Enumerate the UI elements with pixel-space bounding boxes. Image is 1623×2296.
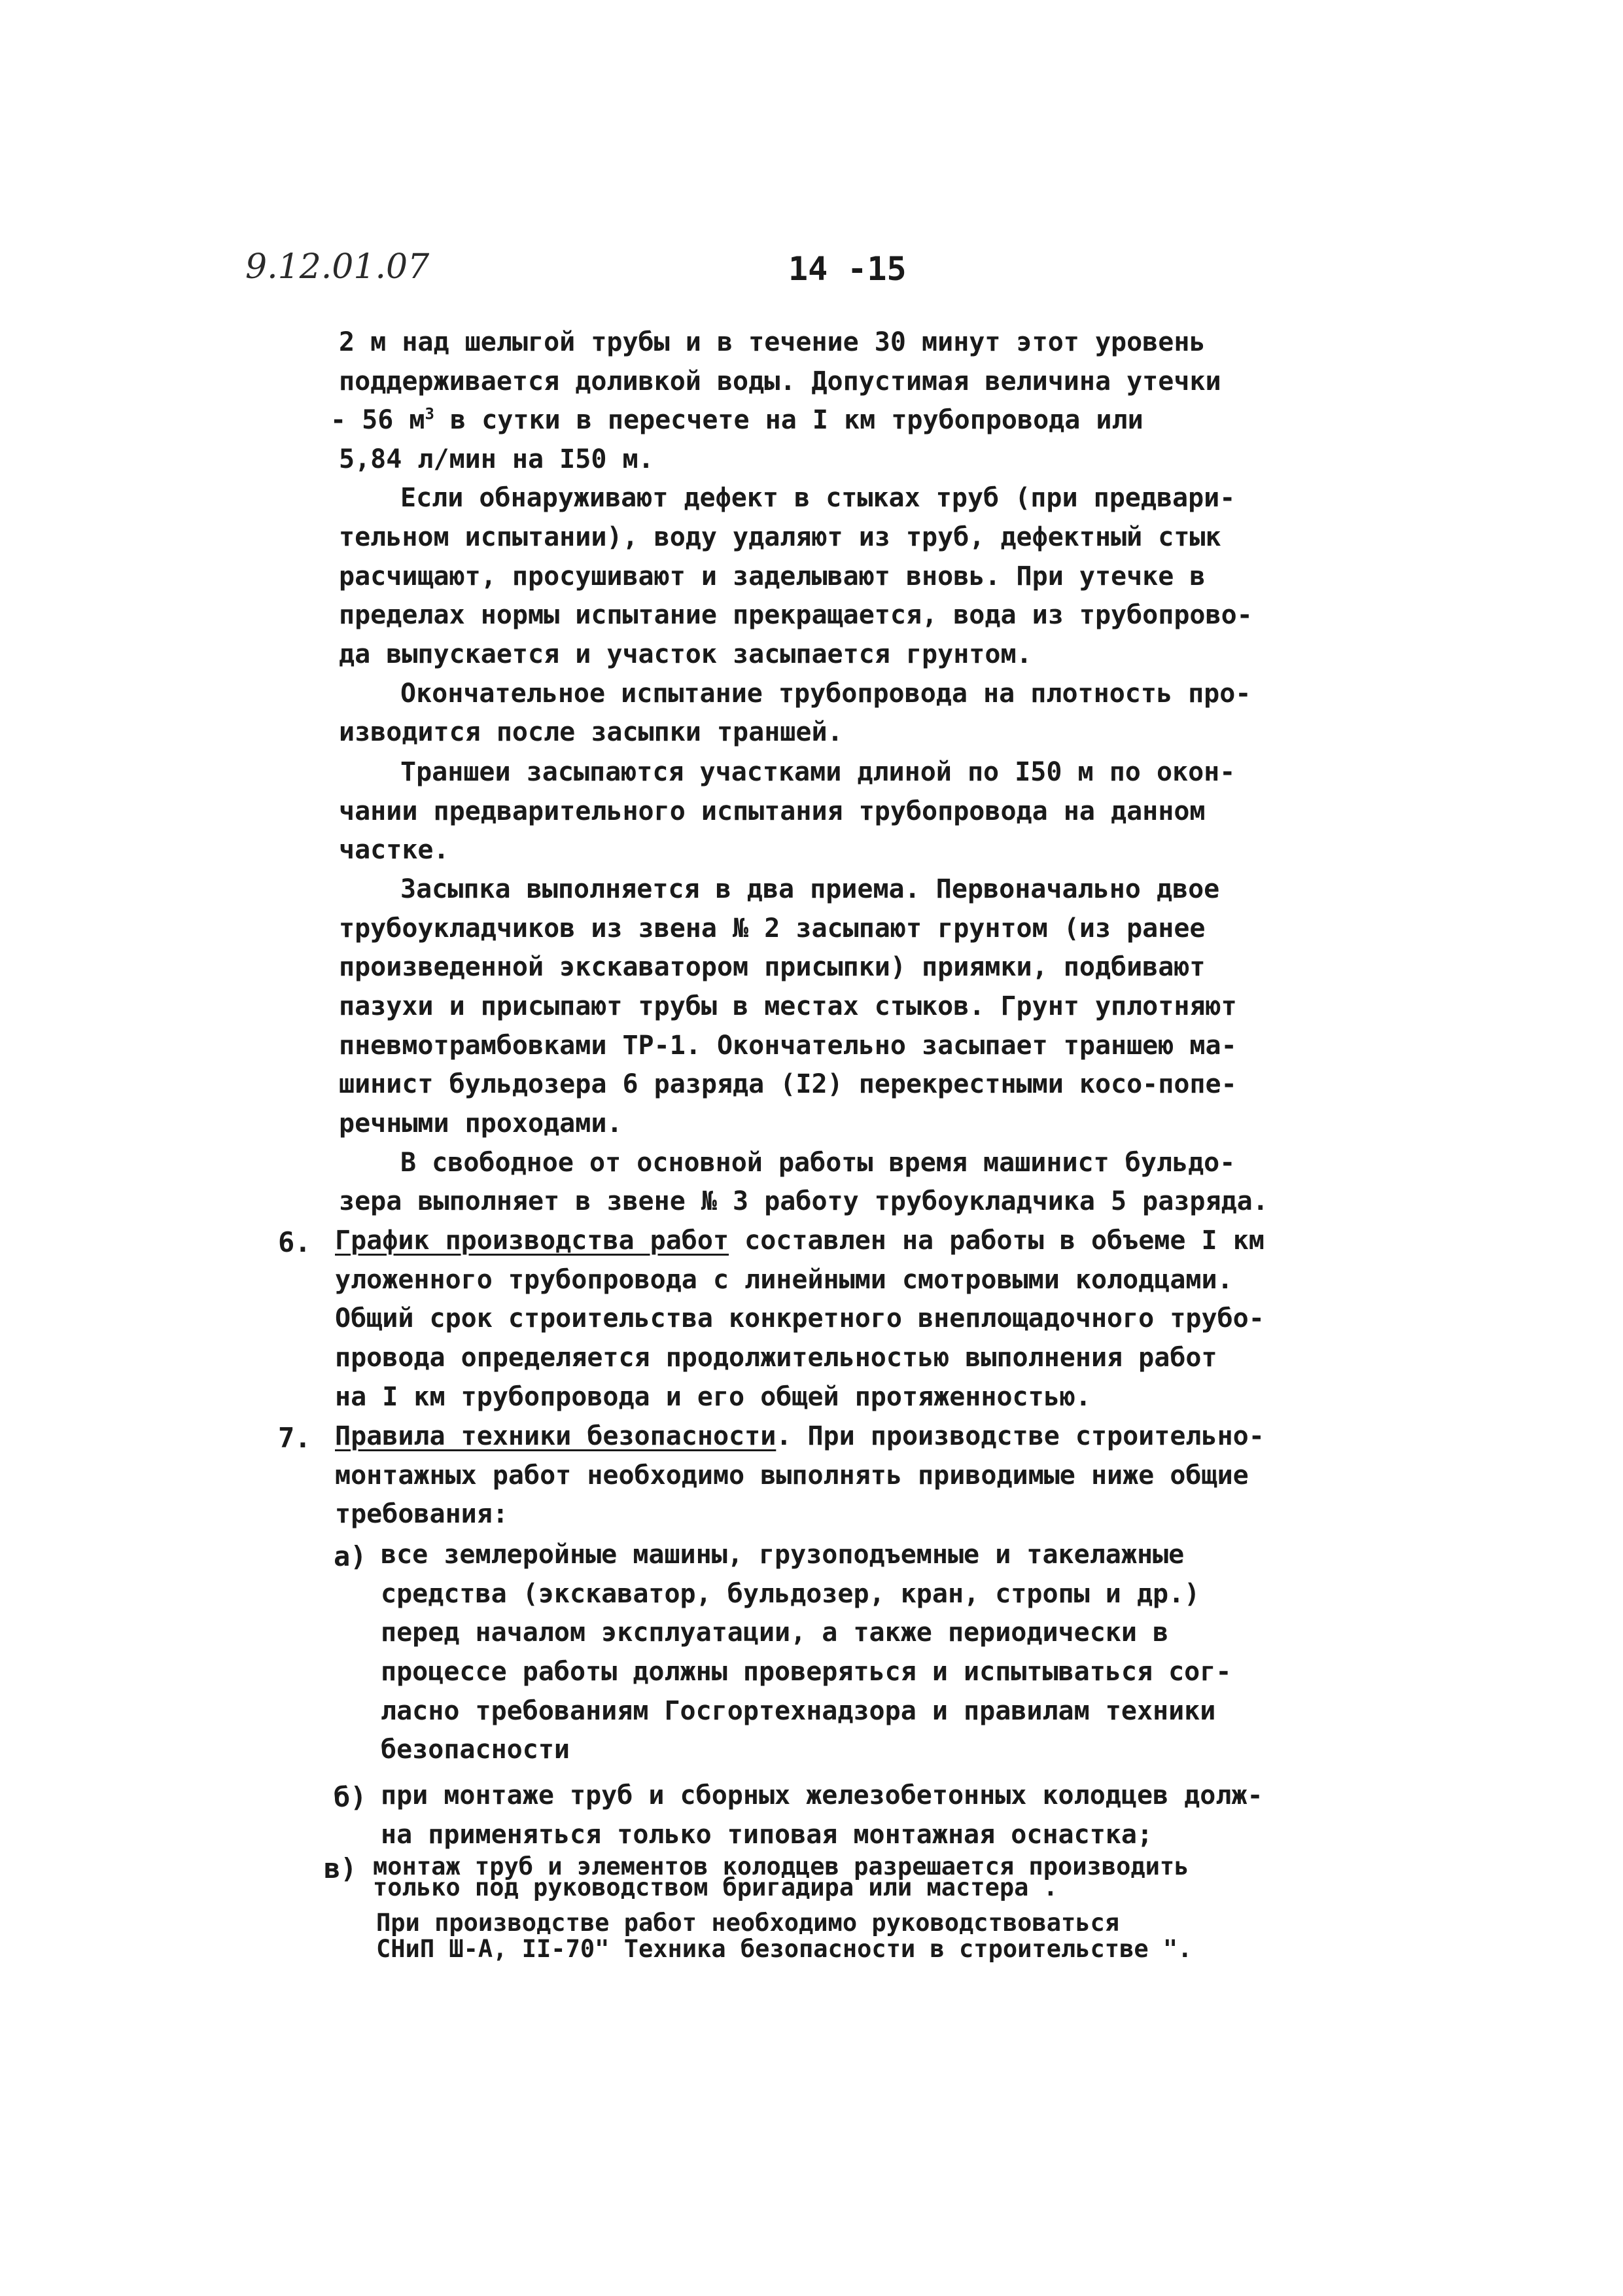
text-line: ласно требованиям Госгортехнадзора и правилам техники — [381, 1696, 1216, 1726]
text-line: да выпускается и участок засыпается грунтом. — [339, 639, 1032, 669]
text-line: частке. — [339, 835, 449, 865]
section-heading: График производства работ — [335, 1226, 729, 1256]
text-line: В свободное от основной работы время машинист бульдо- — [400, 1148, 1236, 1178]
text-line: пневмотрамбовками ТР-1. Окончательно засыпает траншею ма- — [339, 1031, 1237, 1061]
text-line: тельном испытании), воду удаляют из труб, дефектный стык — [339, 522, 1221, 552]
text-line: Общий срок строительства конкретного внеплощадочного трубо- — [335, 1303, 1265, 1333]
text-line: Траншеи засыпаются участками длиной по I50 м по окон- — [400, 757, 1236, 787]
text-line: График производства работ составлен на работы в объеме I км — [335, 1226, 1265, 1256]
section-heading: Правила техники безопасности — [335, 1421, 777, 1451]
text-line: уложенного трубопровода с линейными смотровыми колодцами. — [335, 1265, 1233, 1295]
text-line: Засыпка выполняется в два приема. Первоначально двое — [400, 874, 1220, 904]
text-line: при монтаже труб и сборных железобетонных колодцев долж- — [381, 1780, 1263, 1810]
item-number: 7. — [278, 1422, 311, 1454]
text-line: произведенной экскаватором присыпки) приямки, подбивают — [339, 952, 1206, 982]
text-line: изводится после засыпки траншей. — [339, 717, 843, 747]
text-line: провода определяется продолжительностью выполнения работ — [335, 1343, 1217, 1373]
text-line: речными проходами. — [339, 1108, 623, 1139]
document-code: 9.12.01.07 — [245, 247, 430, 287]
text-line: процессе работы должны проверяться и испытываться сог- — [381, 1657, 1232, 1687]
text-line: пределах нормы испытание прекращается, вода из трубопрово- — [339, 600, 1253, 630]
list-marker: а) — [334, 1540, 367, 1572]
text-line: - 56 $м^3$ в сутки в пересчете на I км трубопровода или — [330, 404, 1143, 435]
text-line: монтаж труб и элементов колодцев разрешается производить — [373, 1852, 1189, 1881]
text-line: средства (экскаватор, бульдозер, кран, стропы и др.) — [381, 1579, 1200, 1609]
text-line: Окончательное испытание трубопровода на плотность про- — [400, 679, 1251, 709]
item-number: 6. — [278, 1226, 311, 1258]
text-line: монтажных работ необходимо выполнять приводимые ниже общие — [335, 1460, 1249, 1491]
text-line: зера выполняет в звене № 3 работу трубоукладчика 5 разряда. — [339, 1186, 1268, 1216]
text-line: 2 м над шелыгой трубы и в течение 30 минут этот уровень — [339, 327, 1206, 357]
text-line: чании предварительного испытания трубопровода на данном — [339, 796, 1206, 826]
text-line: 5,84 л/мин на I50 м. — [339, 444, 654, 474]
text-line: расчищают, просушивают и заделывают вновь. При утечке в — [339, 561, 1206, 592]
text-line: При производстве работ необходимо руководствоваться — [376, 1909, 1120, 1937]
page-number: 14 -15 — [788, 250, 907, 288]
list-marker: б) — [334, 1781, 367, 1813]
list-marker: в) — [324, 1852, 357, 1884]
text-line: трубоукладчиков из звена № 2 засыпают грунтом (из ранее — [339, 913, 1206, 944]
text-line: безопасности — [381, 1735, 570, 1765]
text-line: поддерживается доливкой воды. Допустимая величина утечки — [339, 366, 1221, 397]
text-line: все землеройные машины, грузоподъемные и такелажные — [381, 1540, 1185, 1570]
text-line: только под руководством бригадира или мастера . — [373, 1873, 1058, 1901]
text-line: Если обнаруживают дефект в стыках труб (при предвари- — [400, 483, 1236, 513]
text-line: шинист бульдозера 6 разряда (I2) перекрестными косо-попе- — [339, 1069, 1237, 1099]
text-line: на применяться только типовая монтажная оснастка; — [381, 1820, 1153, 1850]
text-line: пазухи и присыпают трубы в местах стыков. Грунт уплотняют — [339, 991, 1237, 1021]
text-line: СНиП Ш-А, II-70" Техника безопасности в строительстве ". — [376, 1935, 1193, 1963]
text-line: Правила техники безопасности. При производстве строительно- — [335, 1421, 1265, 1451]
text-line: перед началом эксплуатации, а также периодически в — [381, 1617, 1169, 1648]
text-line: требования: — [335, 1499, 508, 1529]
text-line: на I км трубопровода и его общей протяженностью. — [335, 1382, 1091, 1412]
